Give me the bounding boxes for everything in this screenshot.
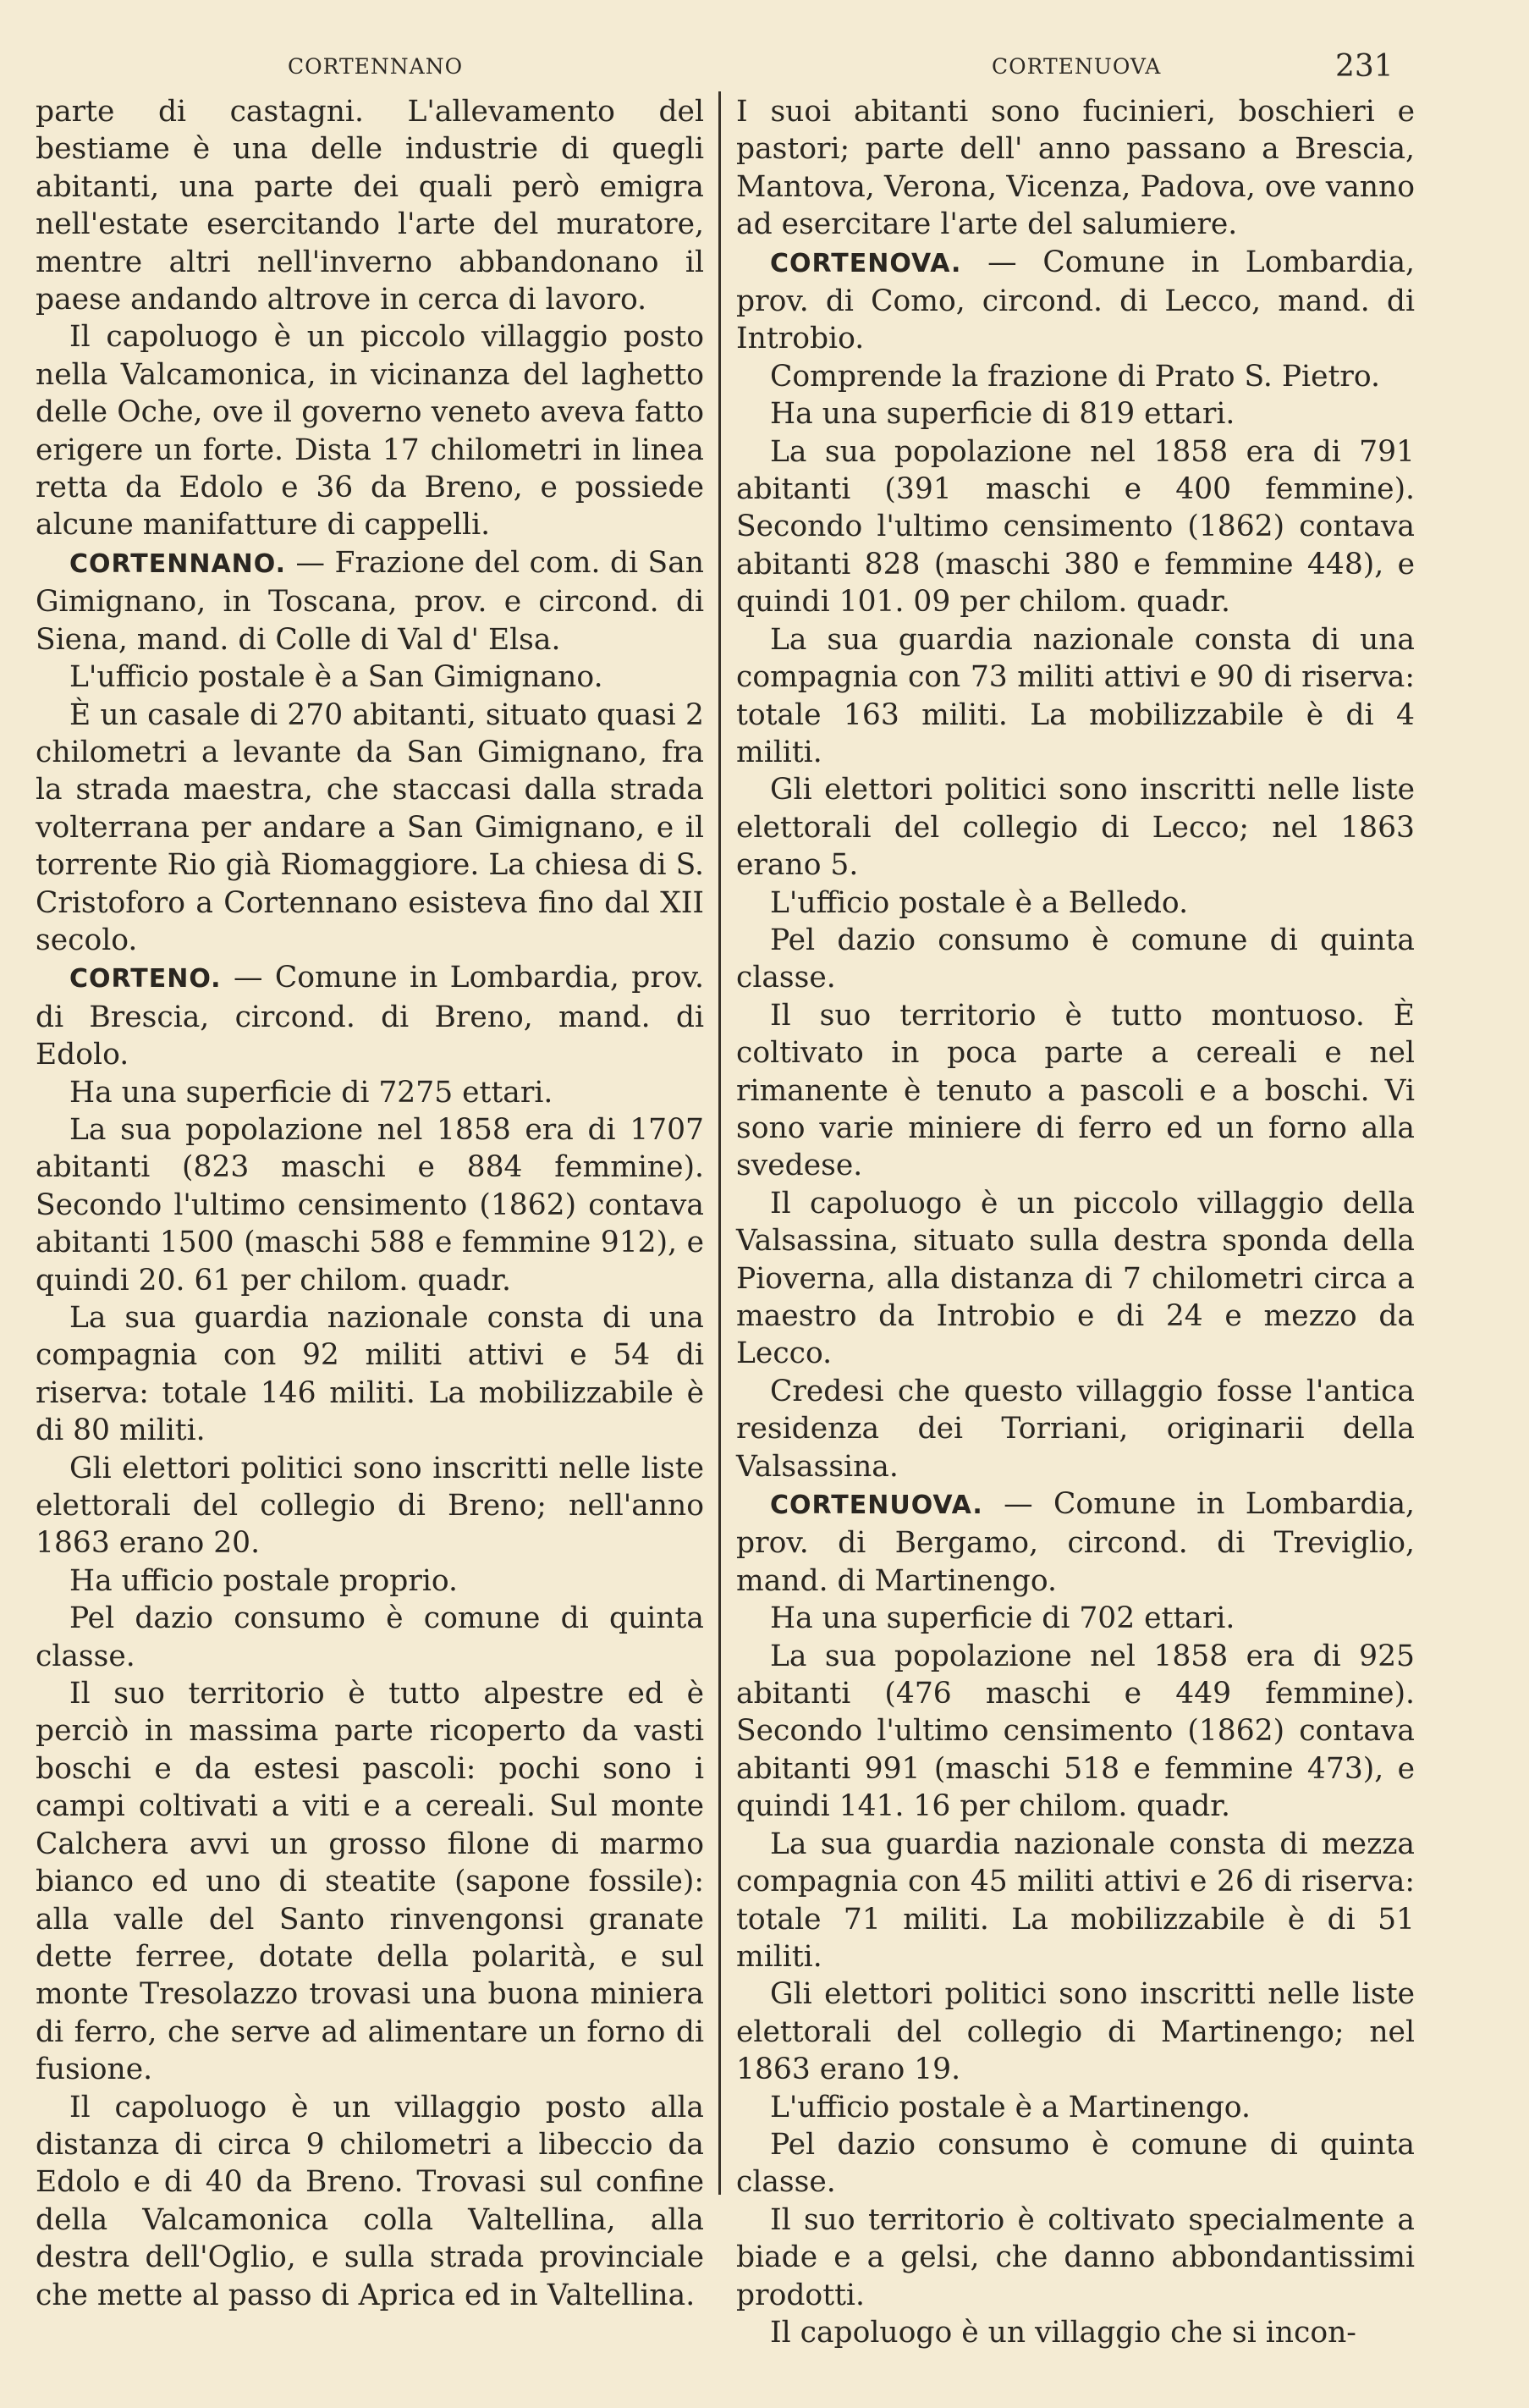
paragraph (36, 1562, 704, 1600)
entry-title: CORTENO. (69, 964, 222, 995)
paragraph (36, 2089, 704, 2314)
right-column (736, 93, 1415, 2351)
paragraph-text: Il suo territorio è coltivato specialmente a biade e a gelsi, che danno abbondantissimi prodotti. (736, 2202, 1415, 2312)
entry-title: CORTENNANO. (69, 548, 287, 579)
paragraph (736, 1373, 1415, 1485)
paragraph-text: Ha una superficie di 819 ettari. (770, 397, 1235, 432)
paragraph-text: Comprende la frazione di Prato S. Pietro. (770, 359, 1380, 394)
paragraph-text: — Frazione del com. di San Gimignano, in Toscana, prov. e circond. di Siena, mand. di Colle di Val d' Elsa. (36, 545, 704, 657)
paragraph-text: Credesi che questo villaggio fosse l'antica residenza dei Torriani, originarii della Valsassina. (736, 1374, 1415, 1484)
paragraph-text: I suoi abitanti sono fucinieri, boschieri e pastori; parte dell' anno passano a Brescia, Mantova, Verona, Vicenza, Padova, ove vanno ad esercitare l'arte del salumiere. (736, 95, 1415, 242)
paragraph (736, 997, 1415, 1185)
paragraph (36, 1074, 704, 1111)
paragraph-text: Pel dazio consumo è comune di quinta classe. (736, 923, 1415, 995)
paragraph (736, 1638, 1415, 1826)
paragraph-text: È un casale di 270 abitanti, situato quasi 2 chilometri a levante da San Gimignano, fra la strada maestra, che staccasi dalla strada volterrana per andare a San Gimignano, e il torrente Rio già Riomaggiore. La chiesa di S. Cristoforo a Cortennano esisteva fino dal XII secolo. (36, 697, 704, 957)
paragraph (36, 1600, 704, 1675)
paragraph (736, 93, 1415, 244)
paragraph (736, 2089, 1415, 2126)
column-divider (718, 91, 721, 2195)
paragraph-text: Pel dazio consumo è comune di quinta classe. (36, 1601, 704, 1673)
paragraph (36, 658, 704, 696)
entry-paragraph (736, 244, 1415, 358)
paragraph (736, 771, 1415, 884)
running-head-right: CORTENUOVA (992, 54, 1162, 79)
paragraph (736, 1975, 1415, 2088)
paragraph-text: Il capoluogo è un villaggio che si incon- (770, 2315, 1356, 2350)
paragraph (36, 1111, 704, 1299)
entry-paragraph (36, 959, 704, 1073)
paragraph-text: Gli elettori politici sono inscritti nelle liste elettorali del collegio di Martinengo; nel 1863 erano 19. (736, 1977, 1415, 2087)
paragraph-text: Il capoluogo è un villaggio posto alla distanza di circa 9 chilometri a libeccio da Edolo e di 40 da Breno. Trovasi sul confine della Valcamonica colla Valtellina, alla destra dell'Oglio, e sulla strada provinciale che mette al passo di Aprica ed in Valtellina. (36, 2090, 704, 2312)
page-number: 231 (1335, 49, 1394, 84)
paragraph-text: Ha una superficie di 7275 ettari. (69, 1075, 553, 1110)
paragraph (736, 2201, 1415, 2314)
paragraph (36, 1450, 704, 1562)
paragraph-text: Gli elettori politici sono inscritti nelle liste elettorali del collegio di Lecco; nel 1863 erano 5. (736, 773, 1415, 883)
paragraph (736, 2126, 1415, 2201)
paragraph-text: Ha ufficio postale proprio. (69, 1563, 458, 1598)
paragraph (36, 318, 704, 543)
paragraph-text: Gli elettori politici sono inscritti nelle liste elettorali del collegio di Breno; nell'anno 1863 erano 20. (36, 1451, 704, 1561)
paragraph (736, 1185, 1415, 1373)
paragraph (736, 922, 1415, 997)
paragraph-text: La sua guardia nazionale consta di una compagnia con 73 militi attivi e 90 di riserva: totale 163 militi. La mobilizzabile è di 4 militi. (736, 622, 1415, 769)
paragraph (36, 93, 704, 318)
paragraph-text: L'ufficio postale è a Belledo. (770, 885, 1189, 920)
paragraph-text: La sua guardia nazionale consta di una compagnia con 92 militi attivi e 54 di riserva: totale 146 militi. La mobilizzabile è di 80 militi. (36, 1301, 704, 1448)
paragraph-text: — Comune in Lombardia, prov. di Bergamo, circond. di Treviglio, mand. di Martinengo. (736, 1487, 1415, 1598)
paragraph-text: L'ufficio postale è a San Gimignano. (69, 660, 603, 695)
paragraph-text: La sua popolazione nel 1858 era di 791 abitanti (391 maschi e 400 femmine). Secondo l'ultimo censimento (1862) contava abitanti 828 (maschi 380 e femmine 448), e quindi 101. 09 per chilom. quadr. (736, 434, 1415, 620)
paragraph (736, 621, 1415, 772)
paragraph-text: Pel dazio consumo è comune di quinta classe. (736, 2127, 1415, 2200)
paragraph-text: parte di castagni. L'allevamento del bestiame è una delle industrie di quegli abitanti, una parte dei quali però emigra nell'estate esercitando l'arte del muratore, mentre altri nell'inverno abbandonano il paese andando altrove in cerca di lavoro. (36, 95, 704, 317)
paragraph-text: — Comune in Lombardia, prov. di Como, circond. di Lecco, mand. di Introbio. (736, 245, 1415, 356)
entry-title: CORTENUOVA. (770, 1491, 983, 1521)
running-head-left: CORTENNANO (288, 54, 464, 79)
paragraph (736, 2314, 1415, 2351)
paragraph-text: L'ufficio postale è a Martinengo. (770, 2090, 1251, 2124)
paragraph-text: Il capoluogo è un piccolo villaggio posto nella Valcamonica, in vicinanza del laghetto delle Oche, ove il governo veneto aveva fatto erigere un forte. Dista 17 chilometri in linea retta da Edolo e 36 da Breno, e possiede alcune manifatture di cappelli. (36, 320, 704, 543)
paragraph-text: Il suo territorio è tutto montuoso. È coltivato in poca parte a cereali e nel rimanente è tenuto a pascoli e a boschi. Vi sono varie miniere di ferro ed un forno alla svedese. (736, 998, 1415, 1183)
paragraph (36, 1299, 704, 1450)
paragraph-text: Il capoluogo è un piccolo villaggio della Valsassina, situato sulla destra sponda della Pioverna, alla distanza di 7 chilometri circa a maestro da Introbio e di 24 e mezzo da Lecco. (736, 1186, 1415, 1371)
paragraph (736, 358, 1415, 395)
paragraph (736, 1826, 1415, 1976)
entry-paragraph (36, 544, 704, 658)
paragraph-text: La sua popolazione nel 1858 era di 1707 abitanti (823 maschi e 884 femmine). Secondo l'ultimo censimento (1862) contava abitanti 1500 (maschi 588 e femmine 912), e quindi 20. 61 per chilom. quadr. (36, 1112, 704, 1298)
paragraph (736, 395, 1415, 433)
paragraph-text: La sua popolazione nel 1858 era di 925 abitanti (476 maschi e 449 femmine). Secondo l'ultimo censimento (1862) contava abitanti 991 (maschi 518 e femmine 473), e quindi 141. 16 per chilom. quadr. (736, 1639, 1415, 1824)
left-column (36, 93, 704, 2314)
paragraph (736, 884, 1415, 922)
paragraph-text: Ha una superficie di 702 ettari. (770, 1601, 1235, 1636)
paragraph-text: Il suo territorio è tutto alpestre ed è perciò in massima parte ricoperto da vasti boschi e da estesi pascoli: pochi sono i campi coltivati a viti e a cereali. Sul monte Calchera avvi un grosso filone di marmo bianco ed uno di steatite (sapone fossile): alla valle del Santo rinvengonsi granate dette ferree, dotate della polarità, e sul monte Tresolazzo trovasi una buona miniera di ferro, che serve ad alimentare un forno di fusione. (36, 1677, 704, 2087)
paragraph-text: La sua guardia nazionale consta di mezza compagnia con 45 militi attivi e 26 di riserva: totale 71 militi. La mobilizzabile è di 51 militi. (736, 1827, 1415, 1974)
paragraph (36, 1675, 704, 2088)
paragraph (736, 1600, 1415, 1637)
paragraph (36, 697, 704, 960)
paragraph (736, 433, 1415, 621)
entry-paragraph (736, 1485, 1415, 1600)
paragraph-text: — Comune in Lombardia, prov. di Brescia, circond. di Breno, mand. di Edolo. (36, 961, 704, 1072)
entry-title: CORTENOVA. (770, 248, 962, 278)
